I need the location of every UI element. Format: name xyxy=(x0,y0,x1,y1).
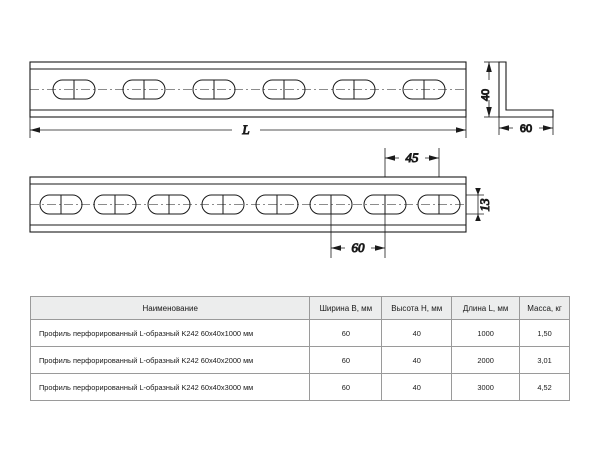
table-row xyxy=(31,374,570,401)
dimension-45-label: 45 xyxy=(405,150,419,165)
column-header-length: Длина L, мм xyxy=(452,297,520,320)
cell-mass: 1,50 xyxy=(520,320,570,347)
cell-height: 40 xyxy=(382,320,452,347)
table-header-row xyxy=(31,297,570,320)
cell-width: 60 xyxy=(310,347,382,374)
cell-height: 40 xyxy=(382,347,452,374)
column-header-height: Высота H, мм xyxy=(382,297,452,320)
table-row xyxy=(31,320,570,347)
cell-product-name: Профиль перфорированный L-образный K242 60x40x1000 мм xyxy=(31,320,310,347)
cell-width: 60 xyxy=(310,320,382,347)
specification-table xyxy=(30,296,570,401)
column-header-mass: Масса, кг xyxy=(520,297,570,320)
cell-length: 1000 xyxy=(452,320,520,347)
dimension-60-width-label: 60 xyxy=(519,123,533,135)
cell-length: 3000 xyxy=(452,374,520,401)
table-row xyxy=(31,347,570,374)
bottom-view-profile xyxy=(30,177,466,232)
end-section-angle xyxy=(499,62,553,117)
cell-product-name: Профиль перфорированный L-образный K242 60x40x2000 мм xyxy=(31,347,310,374)
cell-mass: 3,01 xyxy=(520,347,570,374)
cell-product-name: Профиль перфорированный L-образный K242 60x40x3000 мм xyxy=(31,374,310,401)
dimension-L-label: L xyxy=(242,122,250,137)
dimension-40-label: 40 xyxy=(480,88,492,102)
dimension-13-label: 13 xyxy=(477,198,492,212)
dimension-60-spacing-label: 60 xyxy=(351,240,365,255)
cell-mass: 4,52 xyxy=(520,374,570,401)
cell-length: 2000 xyxy=(452,347,520,374)
cell-height: 40 xyxy=(382,374,452,401)
column-header-width: Ширина B, мм xyxy=(310,297,382,320)
cell-width: 60 xyxy=(310,374,382,401)
column-header-name: Наименование xyxy=(31,297,310,320)
